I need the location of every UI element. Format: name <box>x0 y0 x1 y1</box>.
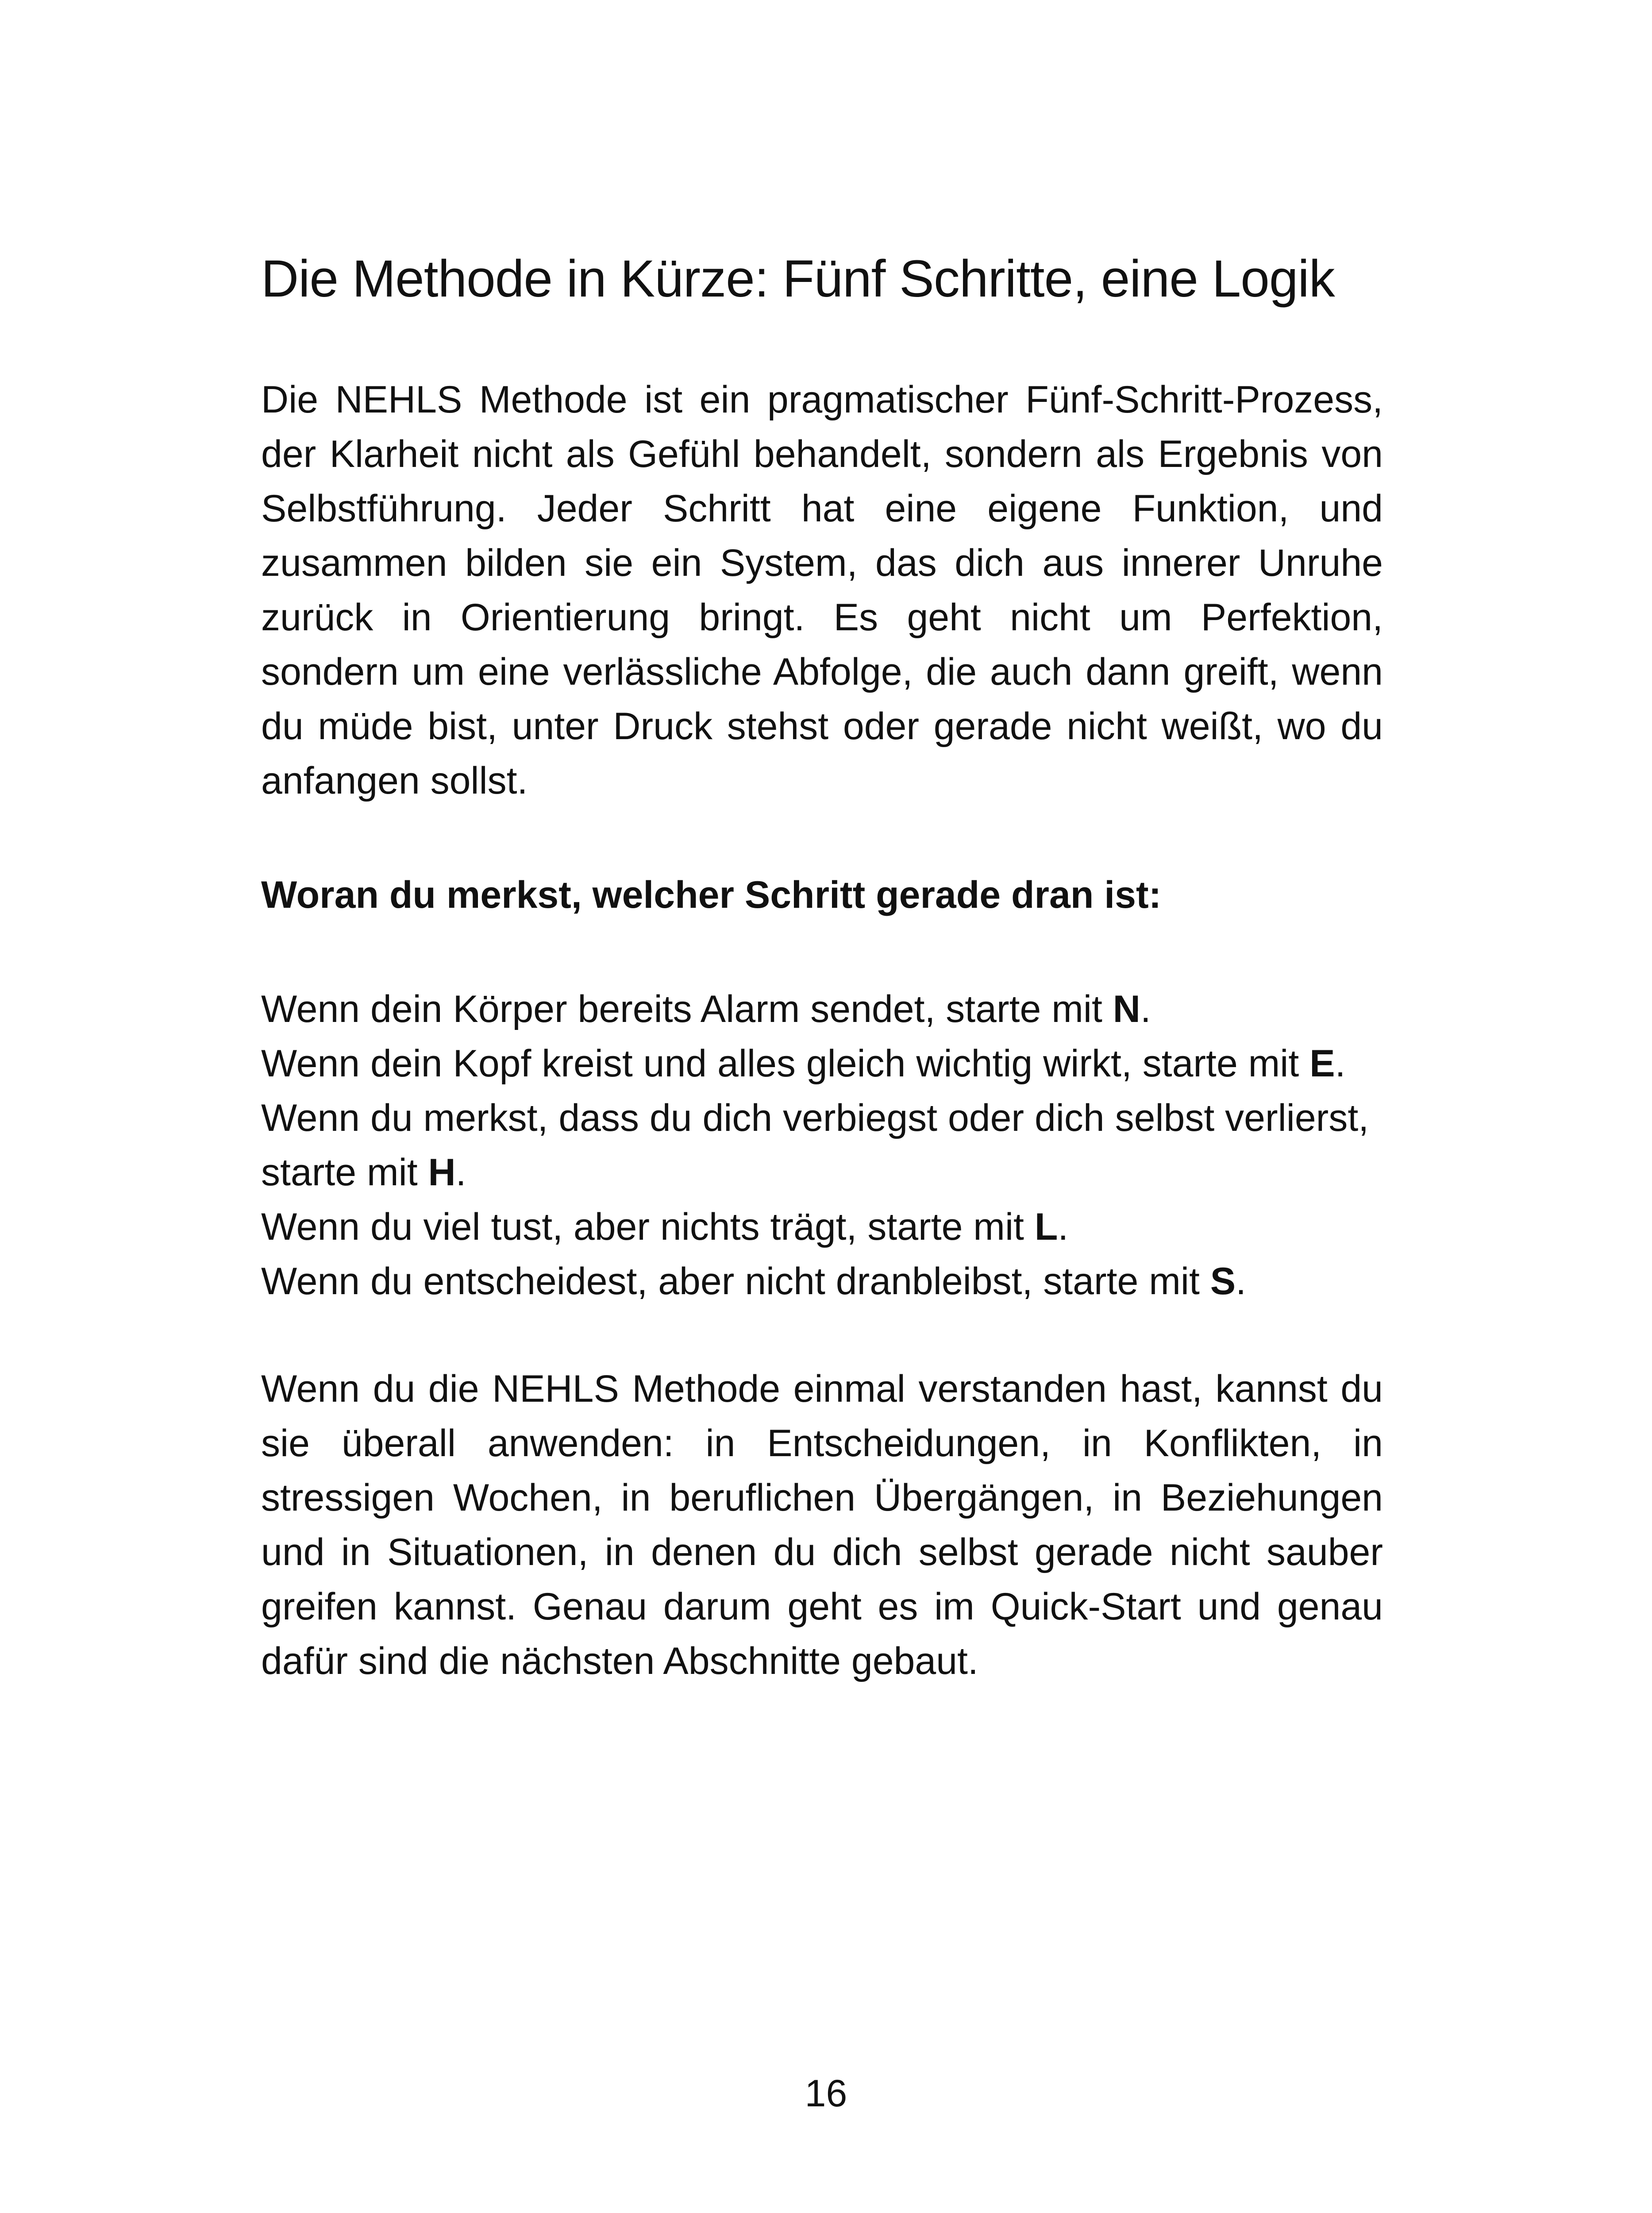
step-letter: S <box>1210 1260 1236 1303</box>
step-end: . <box>1335 1042 1346 1085</box>
step-text: Wenn du merkst, dass du dich verbiegst oder dich selbst verlierst, starte mit <box>261 1096 1369 1194</box>
step-list <box>261 982 1383 1309</box>
page-number: 16 <box>805 2072 847 2115</box>
step-item-e <box>261 1037 1383 1091</box>
step-letter: N <box>1113 987 1140 1030</box>
step-letter: E <box>1309 1042 1335 1085</box>
step-text: Wenn dein Körper bereits Alarm sendet, starte mit <box>261 987 1113 1030</box>
steps-subheading: Woran du merkst, welcher Schritt gerade dran ist: <box>261 873 1162 916</box>
step-end: . <box>455 1151 466 1194</box>
step-text: Wenn du viel tust, aber nichts trägt, starte mit <box>261 1205 1035 1248</box>
page-content <box>261 248 1383 1689</box>
closing-paragraph: Wenn du die NEHLS Methode einmal verstanden hast, kannst du sie überall anwenden: in Entscheidungen, in Konflikten, in stressigen Wochen, in beruflichen Übergängen, in Beziehungen und in Situationen, in denen du dich selbst gerade nicht sauber greifen kannst. Genau darum geht es im Quick-Start und genau dafür sind die nächsten Abschnitte gebaut. <box>261 1367 1383 1682</box>
step-letter: L <box>1034 1205 1058 1248</box>
step-end: . <box>1140 987 1151 1030</box>
step-letter: H <box>428 1151 456 1194</box>
step-item-h <box>261 1091 1383 1200</box>
step-text: Wenn du entscheidest, aber nicht dranbleibst, starte mit <box>261 1260 1210 1303</box>
step-end: . <box>1058 1205 1069 1248</box>
section-heading: Die Methode in Kürze: Fünf Schritte, eine Logik <box>261 250 1335 308</box>
intro-paragraph: Die NEHLS Methode ist ein pragmatischer Fünf-Schritt-Prozess, der Klarheit nicht als Gefühl behandelt, sondern als Ergebnis von Selbstführung. Jeder Schritt hat eine eigene Funktion, und zusammen bilden sie ein System, das dich aus innerer Unruhe zurück in Orientierung bringt. Es geht nicht um Perfektion, sondern um eine verlässliche Abfolge, die auch dann greift, wenn du müde bist, unter Druck stehst oder gerade nicht weißt, wo du anfangen sollst. <box>261 378 1383 802</box>
step-item-l <box>261 1200 1383 1254</box>
step-item-s <box>261 1254 1383 1309</box>
step-text: Wenn dein Kopf kreist und alles gleich wichtig wirkt, starte mit <box>261 1042 1310 1085</box>
step-end: . <box>1236 1260 1247 1303</box>
step-item-n <box>261 982 1383 1037</box>
